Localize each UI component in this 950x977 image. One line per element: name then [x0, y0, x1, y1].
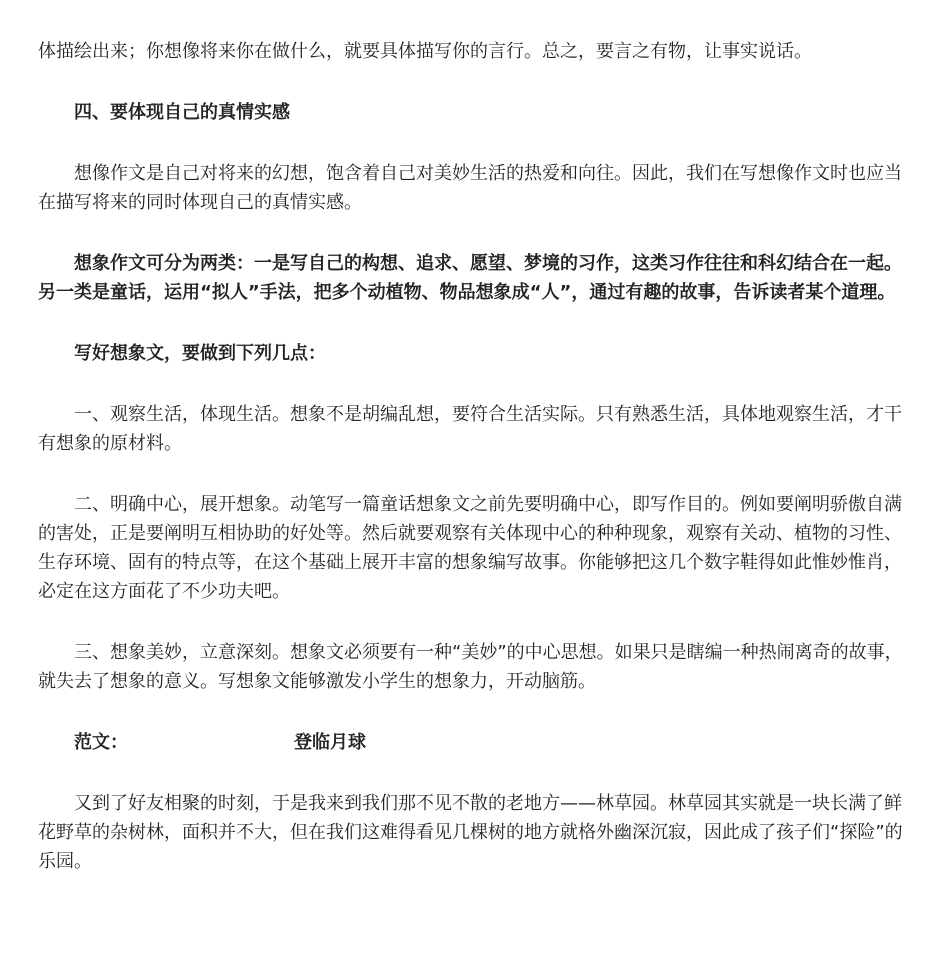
paragraph-feelings: 想像作文是自己对将来的幻想，饱含着自己对美妙生活的热爱和向往。因此，我们在写想像作文时也应当在描写将来的同时体现自己的真情实感。	[38, 163, 902, 213]
example-title: 登临月球	[294, 732, 366, 753]
paragraph-two-types: 想象作文可分为两类：一是写自己的构想、追求、愿望、梦境的习作，这类习作往往和科幻结合在一起。另一类是童话，运用“拟人”手法，把多个动植物、物品想象成“人”，通过有趣的故事，告诉读者某个道理。	[38, 253, 902, 303]
document-page	[38, 37, 918, 908]
section-heading-four: 四、要体现自己的真情实感	[74, 102, 290, 123]
example-heading-row	[38, 728, 918, 757]
paragraph-point-two: 二、明确中心，展开想象。动笔写一篇童话想象文之前先要明确中心，即写作目的。例如要阐明骄傲自满的害处，正是要阐明互相协助的好处等。然后就要观察有关体现中心的种种现象，观察有关动、植物的习性、生存环境、固有的特点等，在这个基础上展开丰富的想象编写故事。你能够把这几个数字鞋得如此惟妙惟肖，必定在这方面花了不少功夫吧。	[38, 494, 902, 602]
paragraph-intro-tail: 体描绘出来；你想像将来你在做什么，就要具体描写你的言行。总之，要言之有物，让事实说话。	[38, 41, 812, 62]
section-heading-points: 写好想象文，要做到下列几点：	[74, 343, 326, 364]
example-label: 范文：	[74, 732, 128, 753]
paragraph-story-start: 又到了好友相聚的时刻，于是我来到我们那不见不散的老地方——林草园。林草园其实就是一块长满了鲜花野草的杂树林，面积并不大，但在我们这难得看见几棵树的地方就格外幽深沉寂，因此成了孩子们“探险”的乐园。	[38, 793, 903, 872]
paragraph-point-three: 三、想象美妙，立意深刻。想象文必须要有一种“美妙”的中心思想。如果只是瞎编一种热闹离奇的故事，就失去了想象的意义。写想象文能够激发小学生的想象力，开动脑筋。	[38, 642, 903, 692]
paragraph-point-one: 一、观察生活，体现生活。想象不是胡编乱想，要符合生活实际。只有熟悉生活，具体地观察生活，才干有想象的原材料。	[38, 404, 902, 454]
